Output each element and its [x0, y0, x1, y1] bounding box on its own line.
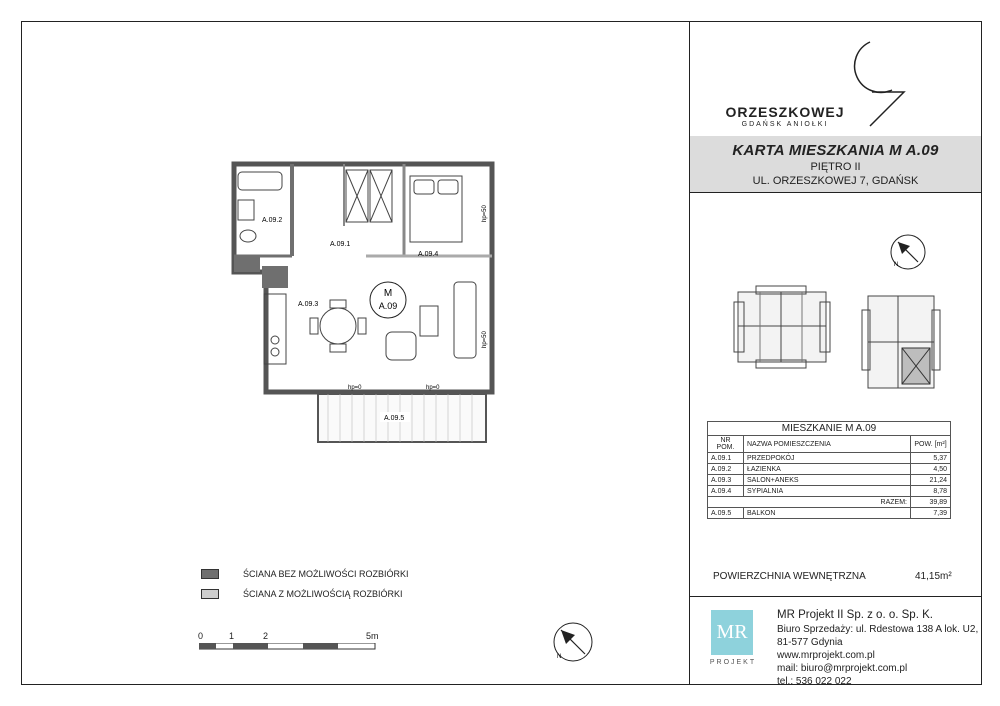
row-name: ŁAZIENKA	[744, 464, 911, 475]
table-row	[708, 475, 951, 486]
company-divider	[689, 596, 982, 597]
room-label: A.09.5	[384, 415, 405, 422]
legend-label-removable: ŚCIANA Z MOŻLIWOŚCIĄ ROZBIÓRKI	[243, 589, 403, 599]
table-caption: MIESZKANIE M A.09	[708, 422, 951, 436]
table-row	[708, 464, 951, 475]
interior-area-value: 41,15m²	[915, 571, 952, 582]
company-email[interactable]: mail: biuro@mrprojekt.com.pl	[777, 663, 908, 674]
page-title: KARTA MIESZKANIA M A.09	[732, 142, 939, 159]
row-nr: A.09.2	[708, 464, 744, 475]
north-main-label: N	[557, 654, 562, 660]
hp-label: hp=50	[482, 331, 488, 348]
key-plan-right	[858, 290, 944, 396]
floor-plan	[226, 160, 506, 450]
table-row	[708, 486, 951, 497]
legend-swatch-fixed	[201, 569, 219, 579]
company-name: MR Projekt II Sp. z o. o. Sp. K.	[777, 609, 933, 621]
legend-label-fixed: ŚCIANA BEZ MOŻLIWOŚCI ROZBIÓRKI	[243, 569, 409, 579]
scale-tick-0: 0	[198, 631, 204, 641]
legend-swatch-removable	[201, 589, 219, 599]
row-name: PRZEDPOKÓJ	[744, 453, 911, 464]
brand-name: ORZESZKOWEJ	[725, 104, 845, 120]
table-header-row	[708, 436, 951, 453]
row-nr: A.09.3	[708, 475, 744, 486]
title-block	[690, 136, 981, 192]
company-info	[777, 609, 978, 688]
room-label: A.09.3	[298, 301, 319, 308]
row-nr: A.09.5	[708, 508, 744, 519]
room-label: A.09.2	[262, 217, 283, 224]
row-name: BALKON	[744, 508, 911, 519]
room-label: A.09.4	[418, 251, 439, 258]
scale-tick-5m: 5m	[366, 631, 379, 641]
table-sum-row	[708, 497, 951, 508]
sum-value: 39,89	[911, 497, 951, 508]
row-name: SALON+ANEKS	[744, 475, 911, 486]
scale-bar	[199, 643, 379, 651]
header-nr: NR POM.	[708, 436, 744, 453]
north-arrow-main-icon	[551, 620, 595, 664]
row-area: 4,50	[911, 464, 951, 475]
company-logo-sub: PROJEKT	[709, 659, 757, 666]
north-arrow-icon	[888, 232, 928, 272]
brand-subtitle: GDAŃSK ANIOŁKI	[741, 121, 829, 128]
hp-label: hp=0	[426, 385, 440, 391]
row-name: SYPIALNIA	[744, 486, 911, 497]
floor-label: PIĘTRO II	[810, 161, 861, 173]
company-phone: tel.: 536 022 022	[777, 676, 852, 687]
company-line: Biuro Sprzedaży: ul. Rdestowa 138 A lok. U2,	[777, 624, 979, 635]
row-area: 8,78	[911, 486, 951, 497]
header-area: POW. [m²]	[911, 436, 951, 453]
key-plan-left	[726, 284, 836, 370]
unit-badge-letter: M	[383, 288, 393, 299]
company-line: 81-577 Gdynia	[777, 637, 843, 648]
hp-label: hp=0	[348, 385, 362, 391]
address-label: UL. ORZESZKOWEJ 7, GDAŃSK	[752, 175, 919, 187]
row-nr: A.09.4	[708, 486, 744, 497]
sum-label: RAZEM:	[708, 497, 911, 508]
scale-tick-2: 2	[263, 631, 269, 641]
row-area: 21,24	[911, 475, 951, 486]
table-row	[708, 453, 951, 464]
title-divider-bottom	[689, 192, 982, 193]
scale-tick-1: 1	[229, 631, 235, 641]
room-label: A.09.1	[330, 241, 351, 248]
rooms-table	[707, 421, 951, 519]
interior-area-label: POWIERZCHNIA WEWNĘTRZNA	[713, 571, 866, 582]
header-name: NAZWA POMIESZCZENIA	[744, 436, 911, 453]
row-nr: A.09.1	[708, 453, 744, 464]
unit-badge-code: A.09	[378, 301, 398, 311]
north-label: N	[894, 262, 899, 268]
hp-label: hp=50	[482, 205, 488, 222]
table-row	[708, 508, 951, 519]
row-area: 7,39	[911, 508, 951, 519]
company-logo: MR	[711, 610, 753, 655]
company-website[interactable]: www.mrprojekt.com.pl	[777, 650, 875, 661]
row-area: 5,37	[911, 453, 951, 464]
